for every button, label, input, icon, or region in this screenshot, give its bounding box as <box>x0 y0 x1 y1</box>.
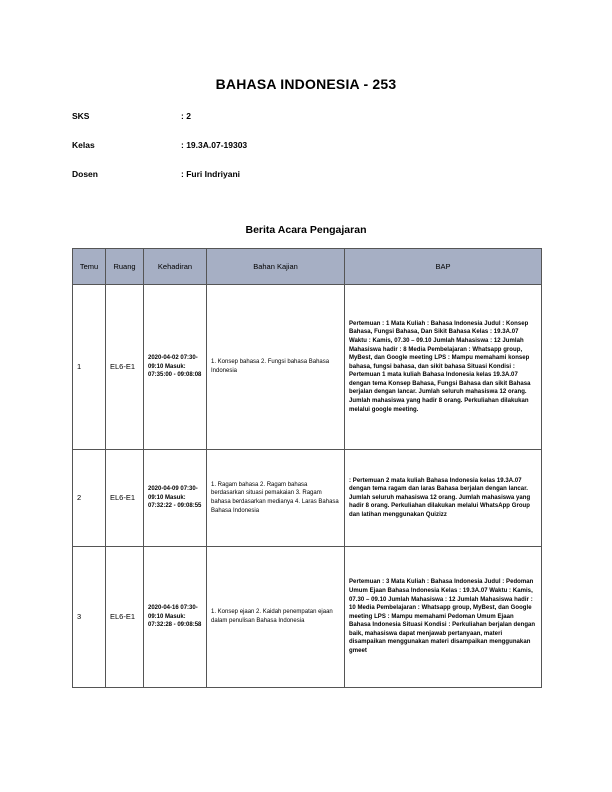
info-value: : 19.3A.07-19303 <box>181 140 248 150</box>
cell-bap: Pertemuan : 1 Mata Kuliah : Bahasa Indonesia Judul : Konsep Bahasa, Fungsi Bahasa, Dan Sikit Bahasa Kelas : 19.3A.07 Waktu : Kamis, 07.30 – 09.10 Jumlah Mahasiswa : 12 Jumlah Mahasiswa hadir : 8 Media Pembelajaran : Whatsapp group, MyBest, dan Google meeting LPS : Mampu memahami konsep bahasa, fungsi bahasa, dan sikit bahasa Situasi Kondisi : Pertemuan 1 mata kuliah Bahasa Indonesia kelas 19.3A.07 dengan tema Konsep Bahasa, Fungsi Bahasa dan sikit Bahasa berjalan dengan lancar. Jumlah seluruh mahasiswa 12 orang. Jumlah mahasiswa yang hadir 8 orang. Perkuliahan dilakukan melalui google meeting. <box>345 285 542 450</box>
cell-bahan-kajian: 1. Konsep bahasa 2. Fungsi bahasa Bahasa Indonesia <box>207 285 345 450</box>
section-title: Berita Acara Pengajaran <box>245 224 367 236</box>
table-row <box>73 547 542 688</box>
info-row-dosen <box>72 169 241 179</box>
info-label: Kelas <box>72 140 95 150</box>
header-bahan-kajian: Bahan Kajian <box>207 249 345 285</box>
cell-ruang: EL6-E1 <box>106 285 144 450</box>
header-temu: Temu <box>73 249 106 285</box>
cell-ruang: EL6-E1 <box>106 450 144 547</box>
info-value: : Furi Indriyani <box>181 169 241 179</box>
cell-kehadiran: 2020-04-16 07:30-09:10 Masuk: 07:32:28 - 09:08:58 <box>144 547 207 688</box>
cell-bap: Pertemuan : 3 Mata Kuliah : Bahasa Indonesia Judul : Pedoman Umum Ejaan Bahasa Indonesia Kelas : 19.3A.07 Waktu : Kamis, 07.30 – 09.10 Jumlah Mahasiswa : 12 Jumlah Mahasiswa hadir : 10 Media Pembelajaran : Whatsapp group, MyBest, dan Google meeting LPS : Mampu memahami Pedoman Umum Ejaan Bahasa Indonesia Situasi Kondisi : Perkuliahan berjalan dengan baik, mahasiswa dapat menjawab pertanyaan, materi disampaikan menggunakan materi disampaikan menggunakan gmeet <box>345 547 542 688</box>
info-row-sks <box>72 111 191 121</box>
cell-kehadiran: 2020-04-02 07:30-09:10 Masuk: 07:35:00 - 09:08:08 <box>144 285 207 450</box>
header-bap: BAP <box>345 249 542 285</box>
bap-table <box>72 248 542 688</box>
info-row-kelas <box>72 140 248 150</box>
cell-temu: 2 <box>73 450 106 547</box>
document-title: BAHASA INDONESIA - 253 <box>215 76 397 92</box>
cell-kehadiran: 2020-04-09 07:30-09:10 Masuk: 07:32:22 - 09:08:55 <box>144 450 207 547</box>
cell-bahan-kajian: 1. Ragam bahasa 2. Ragam bahasa berdasarkan situasi pemakaian 3. Ragam bahasa berdasarkan medianya 4. Laras Bahasa Bahasa Indonesia <box>207 450 345 547</box>
cell-bahan-kajian: 1. Konsep ejaan 2. Kaidah penempatan ejaan dalam penulisan Bahasa Indonesia <box>207 547 345 688</box>
cell-temu: 3 <box>73 547 106 688</box>
info-label: Dosen <box>72 169 98 179</box>
table-header-row <box>73 249 542 285</box>
cell-ruang: EL6-E1 <box>106 547 144 688</box>
info-value: : 2 <box>181 111 191 121</box>
header-ruang: Ruang <box>106 249 144 285</box>
header-kehadiran: Kehadiran <box>144 249 207 285</box>
cell-bap: : Pertemuan 2 mata kuliah Bahasa Indonesia kelas 19.3A.07 dengan tema ragam dan laras Bahasa berjalan dengan lancar. Jumlah seluruh mahasiswa 12 orang. Jumlah mahasiswa yang hadir 8 orang. Perkuliahan dilakukan melalui WhatsApp Group dan latihan menggunakan Quizizz <box>345 450 542 547</box>
table-row <box>73 450 542 547</box>
table-row <box>73 285 542 450</box>
info-label: SKS <box>72 111 90 121</box>
cell-temu: 1 <box>73 285 106 450</box>
